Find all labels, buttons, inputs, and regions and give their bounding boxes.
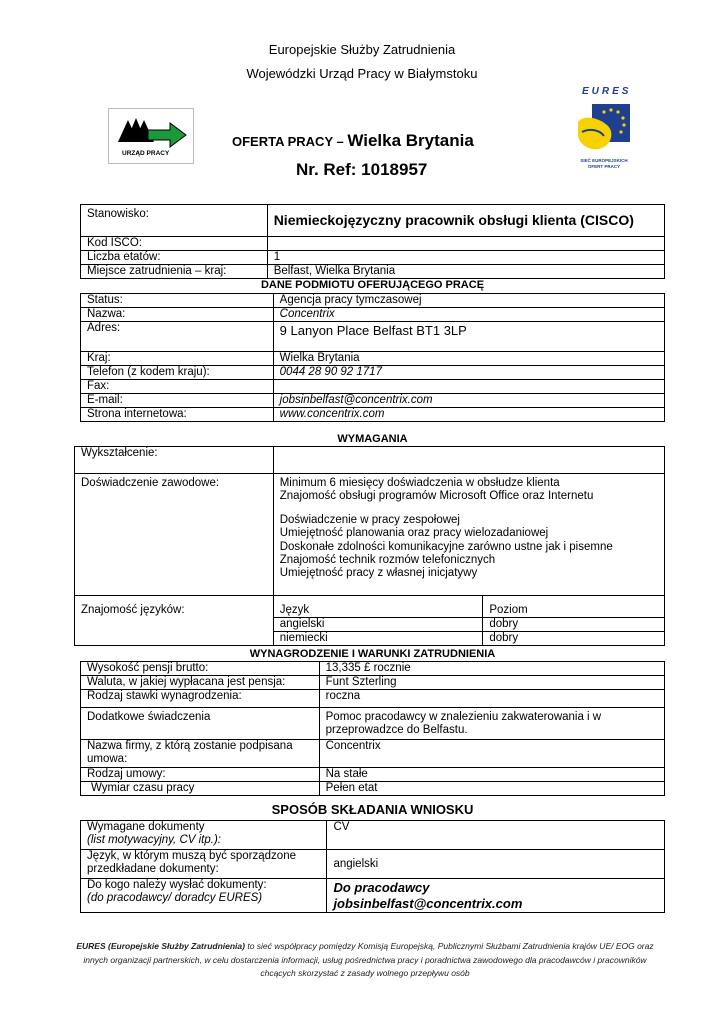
application-section-title: SPOSÓB SKŁADANIA WNIOSKU xyxy=(271,802,474,817)
send-to-email[interactable]: jobsinbelfast@concentrix.com xyxy=(333,896,523,911)
eures-hand-icon xyxy=(574,98,634,158)
language-name: angielski xyxy=(273,618,483,632)
requirement-line: Znajomość obsługi programów Microsoft Office oraz Internetu xyxy=(279,490,594,503)
doswiadczenie-value xyxy=(273,474,664,596)
offer-title xyxy=(232,131,474,151)
documents-value: CV xyxy=(327,821,665,850)
salary-label: Rodzaj umowy: xyxy=(81,768,320,782)
requirement-line: Umiejętność planowania oraz pracy wielozadaniowej xyxy=(279,527,549,540)
stanowisko-label: Stanowisko: xyxy=(81,205,268,237)
salary-label: Nazwa firmy, z którą zostanie podpisana umowa: xyxy=(81,740,320,768)
requirements-table xyxy=(74,446,665,646)
isco-label: Kod ISCO: xyxy=(81,237,268,251)
wyksztalcenie-value xyxy=(273,447,664,474)
table-row xyxy=(81,850,665,879)
header-line-2: Wojewódzki Urząd Pracy w Białymstoku xyxy=(246,66,478,81)
table-row xyxy=(81,265,665,279)
requirement-line: Umiejętność pracy z własnej inicjatywy xyxy=(279,567,478,580)
telefon-label: Telefon (z kodem kraju): xyxy=(81,366,274,380)
table-row xyxy=(81,740,665,768)
salary-label: Dodatkowe świadczenia xyxy=(81,708,320,740)
table-row xyxy=(75,596,665,618)
language-docs-value: angielski xyxy=(327,850,665,879)
documents-label xyxy=(81,821,327,850)
salary-value: Funt Szterling xyxy=(319,676,664,690)
table-row xyxy=(81,322,665,352)
doswiadczenie-label: Doświadczenie zawodowe: xyxy=(75,474,274,596)
salary-value: Pełen etat xyxy=(319,782,664,796)
salary-label: Rodzaj stawki wynagrodzenia: xyxy=(81,690,320,708)
stanowisko-value: Niemieckojęzyczny pracownik obsługi klienta (CISCO) xyxy=(267,205,664,237)
miejsce-value: Belfast, Wielka Brytania xyxy=(267,265,664,279)
nazwa-value: Concentrix xyxy=(273,308,664,322)
salary-value: Na stałe xyxy=(319,768,664,782)
table-row xyxy=(81,366,665,380)
salary-value: Concentrix xyxy=(319,740,664,768)
email-value[interactable]: jobsinbelfast@concentrix.com xyxy=(273,394,664,408)
table-row xyxy=(81,408,665,422)
salary-value: roczna xyxy=(319,690,664,708)
table-row xyxy=(81,237,665,251)
nazwa-label: Nazwa: xyxy=(81,308,274,322)
send-to-label-line: Do kogo należy wysłać dokumenty: xyxy=(87,879,267,891)
offer-country: Wielka Brytania xyxy=(347,131,474,150)
table-row xyxy=(75,474,665,596)
status-label: Status: xyxy=(81,294,274,308)
table-row xyxy=(81,690,665,708)
eures-logo-caption-1: SIEĆ EUROPEJSKICH xyxy=(580,158,628,163)
table-row xyxy=(81,782,665,796)
table-row xyxy=(81,394,665,408)
etaty-value: 1 xyxy=(267,251,664,265)
salary-value: Pomoc pracodawcy w znalezieniu zakwaterowania i w przeprowadzce do Belfastu. xyxy=(319,708,664,740)
requirement-line: Doskonałe zdolności komunikacyjne zarówno ustne jak i pisemne xyxy=(279,540,613,553)
table-row xyxy=(75,447,665,474)
employer-table xyxy=(80,293,665,422)
documents-label-line: Wymagane dokumenty xyxy=(87,821,205,833)
reference-number: Nr. Ref: 1018957 xyxy=(296,160,428,179)
fax-value xyxy=(273,380,664,394)
salary-table xyxy=(80,661,665,796)
table-row xyxy=(81,768,665,782)
language-name: niemiecki xyxy=(273,632,483,646)
table-row xyxy=(81,708,665,740)
salary-label: Waluta, w jakiej wypłacana jest pensja: xyxy=(81,676,320,690)
table-row xyxy=(81,205,665,237)
kraj-label: Kraj: xyxy=(81,352,274,366)
offer-prefix: OFERTA PRACY – xyxy=(232,134,344,149)
table-row xyxy=(81,676,665,690)
fax-label: Fax: xyxy=(81,380,274,394)
salary-label: Wysokość pensji brutto: xyxy=(81,662,320,676)
telefon-value: 0044 28 90 92 1717 xyxy=(273,366,664,380)
documents-label-note: (list motywacyjny, CV itp.): xyxy=(87,834,221,846)
requirement-line: Minimum 6 miesięcy doświadczenia w obsłudze klienta xyxy=(279,477,560,489)
send-to-value xyxy=(327,879,665,913)
requirements-section-title: WYMAGANIA xyxy=(337,433,408,445)
table-row xyxy=(81,380,665,394)
language-level: dobry xyxy=(483,632,665,646)
table-row xyxy=(81,352,665,366)
footer-text: to sieć współpracy pomiędzy Komisją Europejską, Publicznymi Służbami Zatrudnienia krajów UE/ EOG oraz innych organizacji partnerskich, w celu dostarczenia informacji, usług pośrednictwa pracy i poradnictwa zawodowego dla pracodawców i pracowników chcących skorzystać z zasady wolnego przepływu osób xyxy=(83,941,654,978)
wyksztalcenie-label: Wykształcenie: xyxy=(75,447,274,474)
email-label: E-mail: xyxy=(81,394,274,408)
table-row xyxy=(81,308,665,322)
adres-value: 9 Lanyon Place Belfast BT1 3LP xyxy=(273,322,664,352)
jezyk-header: Język xyxy=(273,596,483,618)
footer-bold: EURES (Europejskie Służby Zatrudnienia) xyxy=(76,941,245,951)
table-row xyxy=(81,662,665,676)
salary-label: Wymiar czasu pracy xyxy=(81,782,320,796)
footer-note xyxy=(70,940,660,981)
eures-logo-caption-2: OFERT PRACY xyxy=(587,164,621,169)
eures-logo-text: EURES xyxy=(582,86,632,97)
send-to-label xyxy=(81,879,327,913)
miejsce-label: Miejsce zatrudnienia – kraj: xyxy=(81,265,268,279)
eures-logo xyxy=(570,86,638,176)
urzad-pracy-logo-text: URZĄD PRACY xyxy=(122,150,170,157)
table-row xyxy=(81,251,665,265)
requirement-line: Znajomość technik rozmów telefonicznych xyxy=(279,554,496,567)
table-row xyxy=(81,879,665,913)
send-to-label-note: (do pracodawcy/ doradcy EURES) xyxy=(87,892,263,904)
send-to-recipient: Do pracodawcy xyxy=(333,880,430,895)
isco-value xyxy=(267,237,664,251)
salary-value: 13,335 £ rocznie xyxy=(319,662,664,676)
www-value[interactable]: www.concentrix.com xyxy=(273,408,664,422)
etaty-label: Liczba etatów: xyxy=(81,251,268,265)
salary-section-title: WYNAGRODZENIE I WARUNKI ZATRUDNIENIA xyxy=(249,648,496,660)
table-row xyxy=(81,294,665,308)
poziom-header: Poziom xyxy=(483,596,665,618)
www-label: Strona internetowa: xyxy=(81,408,274,422)
language-docs-label: Język, w którym muszą być sporządzone przedkładane dokumenty: xyxy=(81,850,327,879)
urzad-pracy-logo xyxy=(108,108,194,164)
header-line-1: Europejskie Służby Zatrudnienia xyxy=(268,42,456,57)
requirement-line: Doświadczenie w pracy zespołowej xyxy=(279,513,460,526)
table-row xyxy=(81,821,665,850)
employer-section-title: DANE PODMIOTU OFERUJĄCEGO PRACĘ xyxy=(260,279,485,291)
jezyki-label: Znajomość języków: xyxy=(75,596,274,646)
adres-label: Adres: xyxy=(81,322,274,352)
status-value: Agencja pracy tymczasowej xyxy=(273,294,664,308)
language-level: dobry xyxy=(483,618,665,632)
application-table xyxy=(80,820,665,913)
position-table xyxy=(80,204,665,279)
kraj-value: Wielka Brytania xyxy=(273,352,664,366)
